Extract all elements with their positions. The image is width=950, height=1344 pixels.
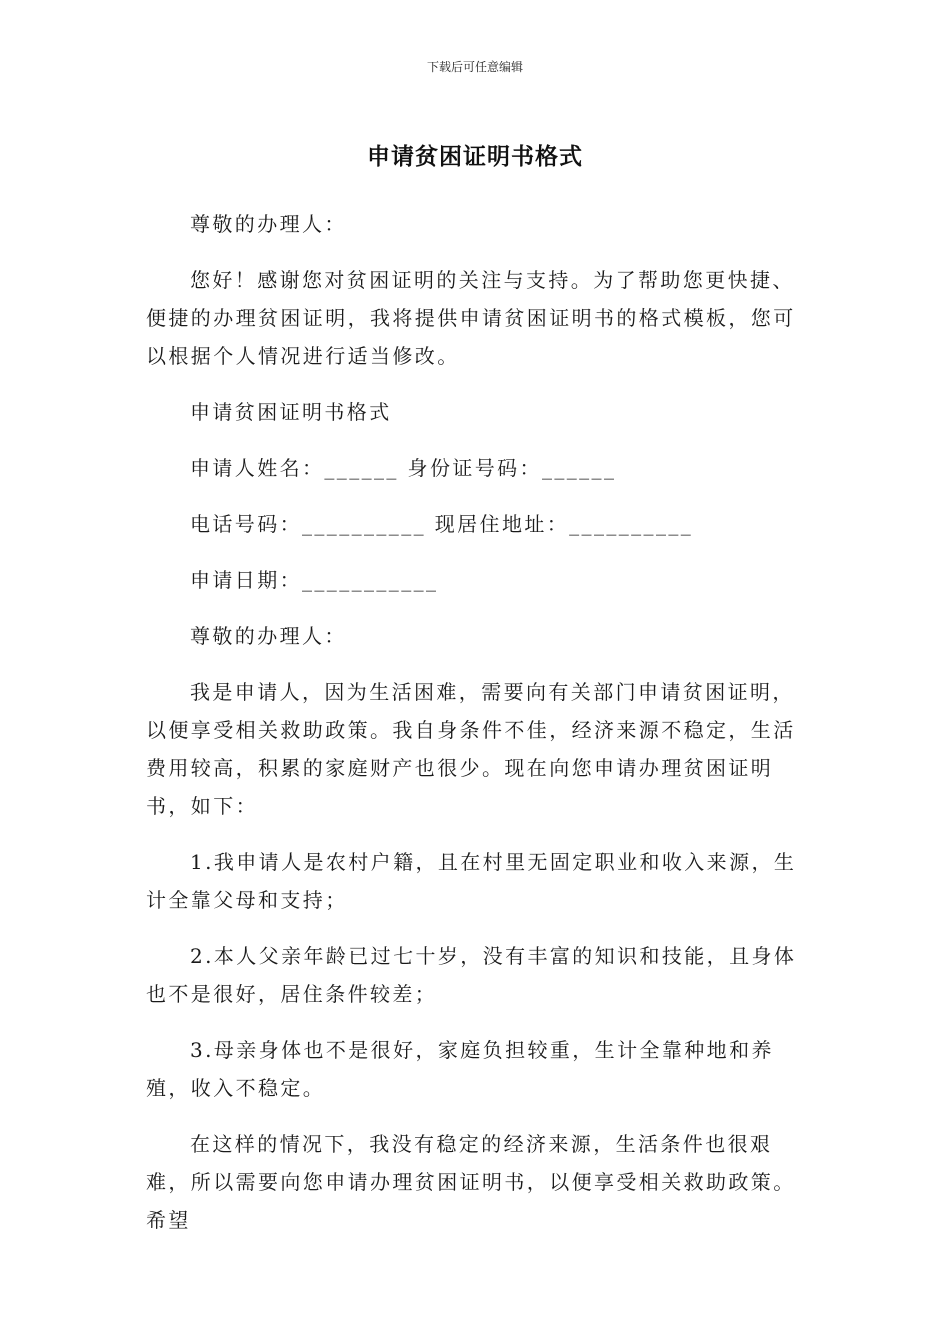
reason-item-1: 1.我申请人是农村户籍，且在村里无固定职业和收入来源，生计全靠父母和支持； <box>146 850 797 912</box>
reason-item-3: 3.母亲身体也不是很好，家庭负担较重，生计全靠种地和养殖，收入不稳定。 <box>146 1038 774 1100</box>
header-note: 下载后可任意编辑 <box>426 60 523 74</box>
document-body <box>146 205 806 1239</box>
field-name-id: 申请人姓名：______ 身份证号码：______ <box>190 456 617 480</box>
salutation: 尊敬的办理人： <box>190 212 347 236</box>
form-heading: 申请贫困证明书格式 <box>190 400 392 424</box>
reason-item-2: 2.本人父亲年龄已过七十岁，没有丰富的知识和技能，且身体也不是很好，居住条件较差； <box>146 944 797 1006</box>
document-title: 申请贫困证明书格式 <box>367 144 583 170</box>
conclusion-paragraph: 在这样的情况下，我没有稳定的经济来源，生活条件也很艰难，所以需要向您申请办理贫困证明书，以便享受相关救助政策。希望 <box>146 1132 796 1232</box>
statement-paragraph: 我是申请人，因为生活困难，需要向有关部门申请贫困证明，以便享受相关救助政策。我自身条件不佳，经济来源不稳定，生活费用较高，积累的家庭财产也很少。现在向您申请办理贫困证明书，如下： <box>146 680 796 818</box>
intro-paragraph: 您好！感谢您对贫困证明的关注与支持。为了帮助您更快捷、便捷的办理贫困证明，我将提供申请贫困证明书的格式模板，您可以根据个人情况进行适当修改。 <box>146 268 796 368</box>
field-phone-address: 电话号码：__________ 现居住地址：__________ <box>190 512 694 536</box>
field-date: 申请日期：___________ <box>190 568 439 592</box>
salutation-2: 尊敬的办理人： <box>190 624 347 648</box>
